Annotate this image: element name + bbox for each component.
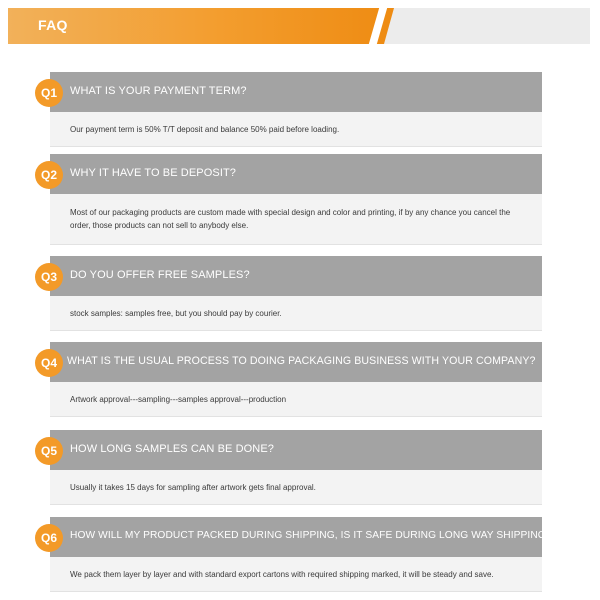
question-number-badge: Q2 <box>35 161 63 189</box>
faq-question-bar[interactable] <box>50 517 552 557</box>
faq-item <box>50 72 542 147</box>
question-number-badge: Q1 <box>35 79 63 107</box>
faq-item <box>50 517 552 592</box>
faq-answer: We pack them layer by layer and with standard export cartons with required shipping marked, it will be steady and save. <box>50 557 542 592</box>
faq-answer: Our payment term is 50% T/T deposit and balance 50% paid before loading. <box>50 112 542 147</box>
faq-question-text: HOW WILL MY PRODUCT PACKED DURING SHIPPING, IS IT SAFE DURING LONG WAY SHIPPING? <box>70 530 552 541</box>
question-number-badge: Q3 <box>35 263 63 291</box>
faq-question-bar[interactable] <box>50 154 542 194</box>
faq-question-bar[interactable] <box>50 256 542 296</box>
faq-question-text: HOW LONG SAMPLES CAN BE DONE? <box>70 443 274 455</box>
question-number-badge: Q5 <box>35 437 63 465</box>
faq-question-bar[interactable] <box>50 342 542 382</box>
faq-answer: Most of our packaging products are custom made with special design and color and printing, if by any chance you cancel the order, those products can not sell to anybody else. <box>50 194 542 245</box>
faq-item <box>50 342 542 417</box>
faq-item <box>50 256 542 331</box>
faq-item <box>50 430 542 505</box>
faq-question-text: DO YOU OFFER FREE SAMPLES? <box>70 269 250 281</box>
faq-question-text: WHY IT HAVE TO BE DEPOSIT? <box>70 167 237 179</box>
question-number-badge: Q6 <box>35 524 63 552</box>
faq-question-bar[interactable] <box>50 72 542 112</box>
page-title: FAQ <box>38 17 68 33</box>
faq-answer: stock samples: samples free, but you should pay by courier. <box>50 296 542 331</box>
faq-answer: Artwork approval---sampling---samples approval---production <box>50 382 542 417</box>
question-number-badge: Q4 <box>35 349 63 377</box>
faq-item <box>50 154 542 245</box>
faq-question-text: WHAT IS THE USUAL PROCESS TO DOING PACKAGING BUSINESS WITH YOUR COMPANY? <box>67 355 536 367</box>
faq-question-bar[interactable] <box>50 430 542 470</box>
faq-question-text: WHAT IS YOUR PAYMENT TERM? <box>70 85 247 97</box>
faq-answer: Usually it takes 15 days for sampling after artwork gets final approval. <box>50 470 542 505</box>
